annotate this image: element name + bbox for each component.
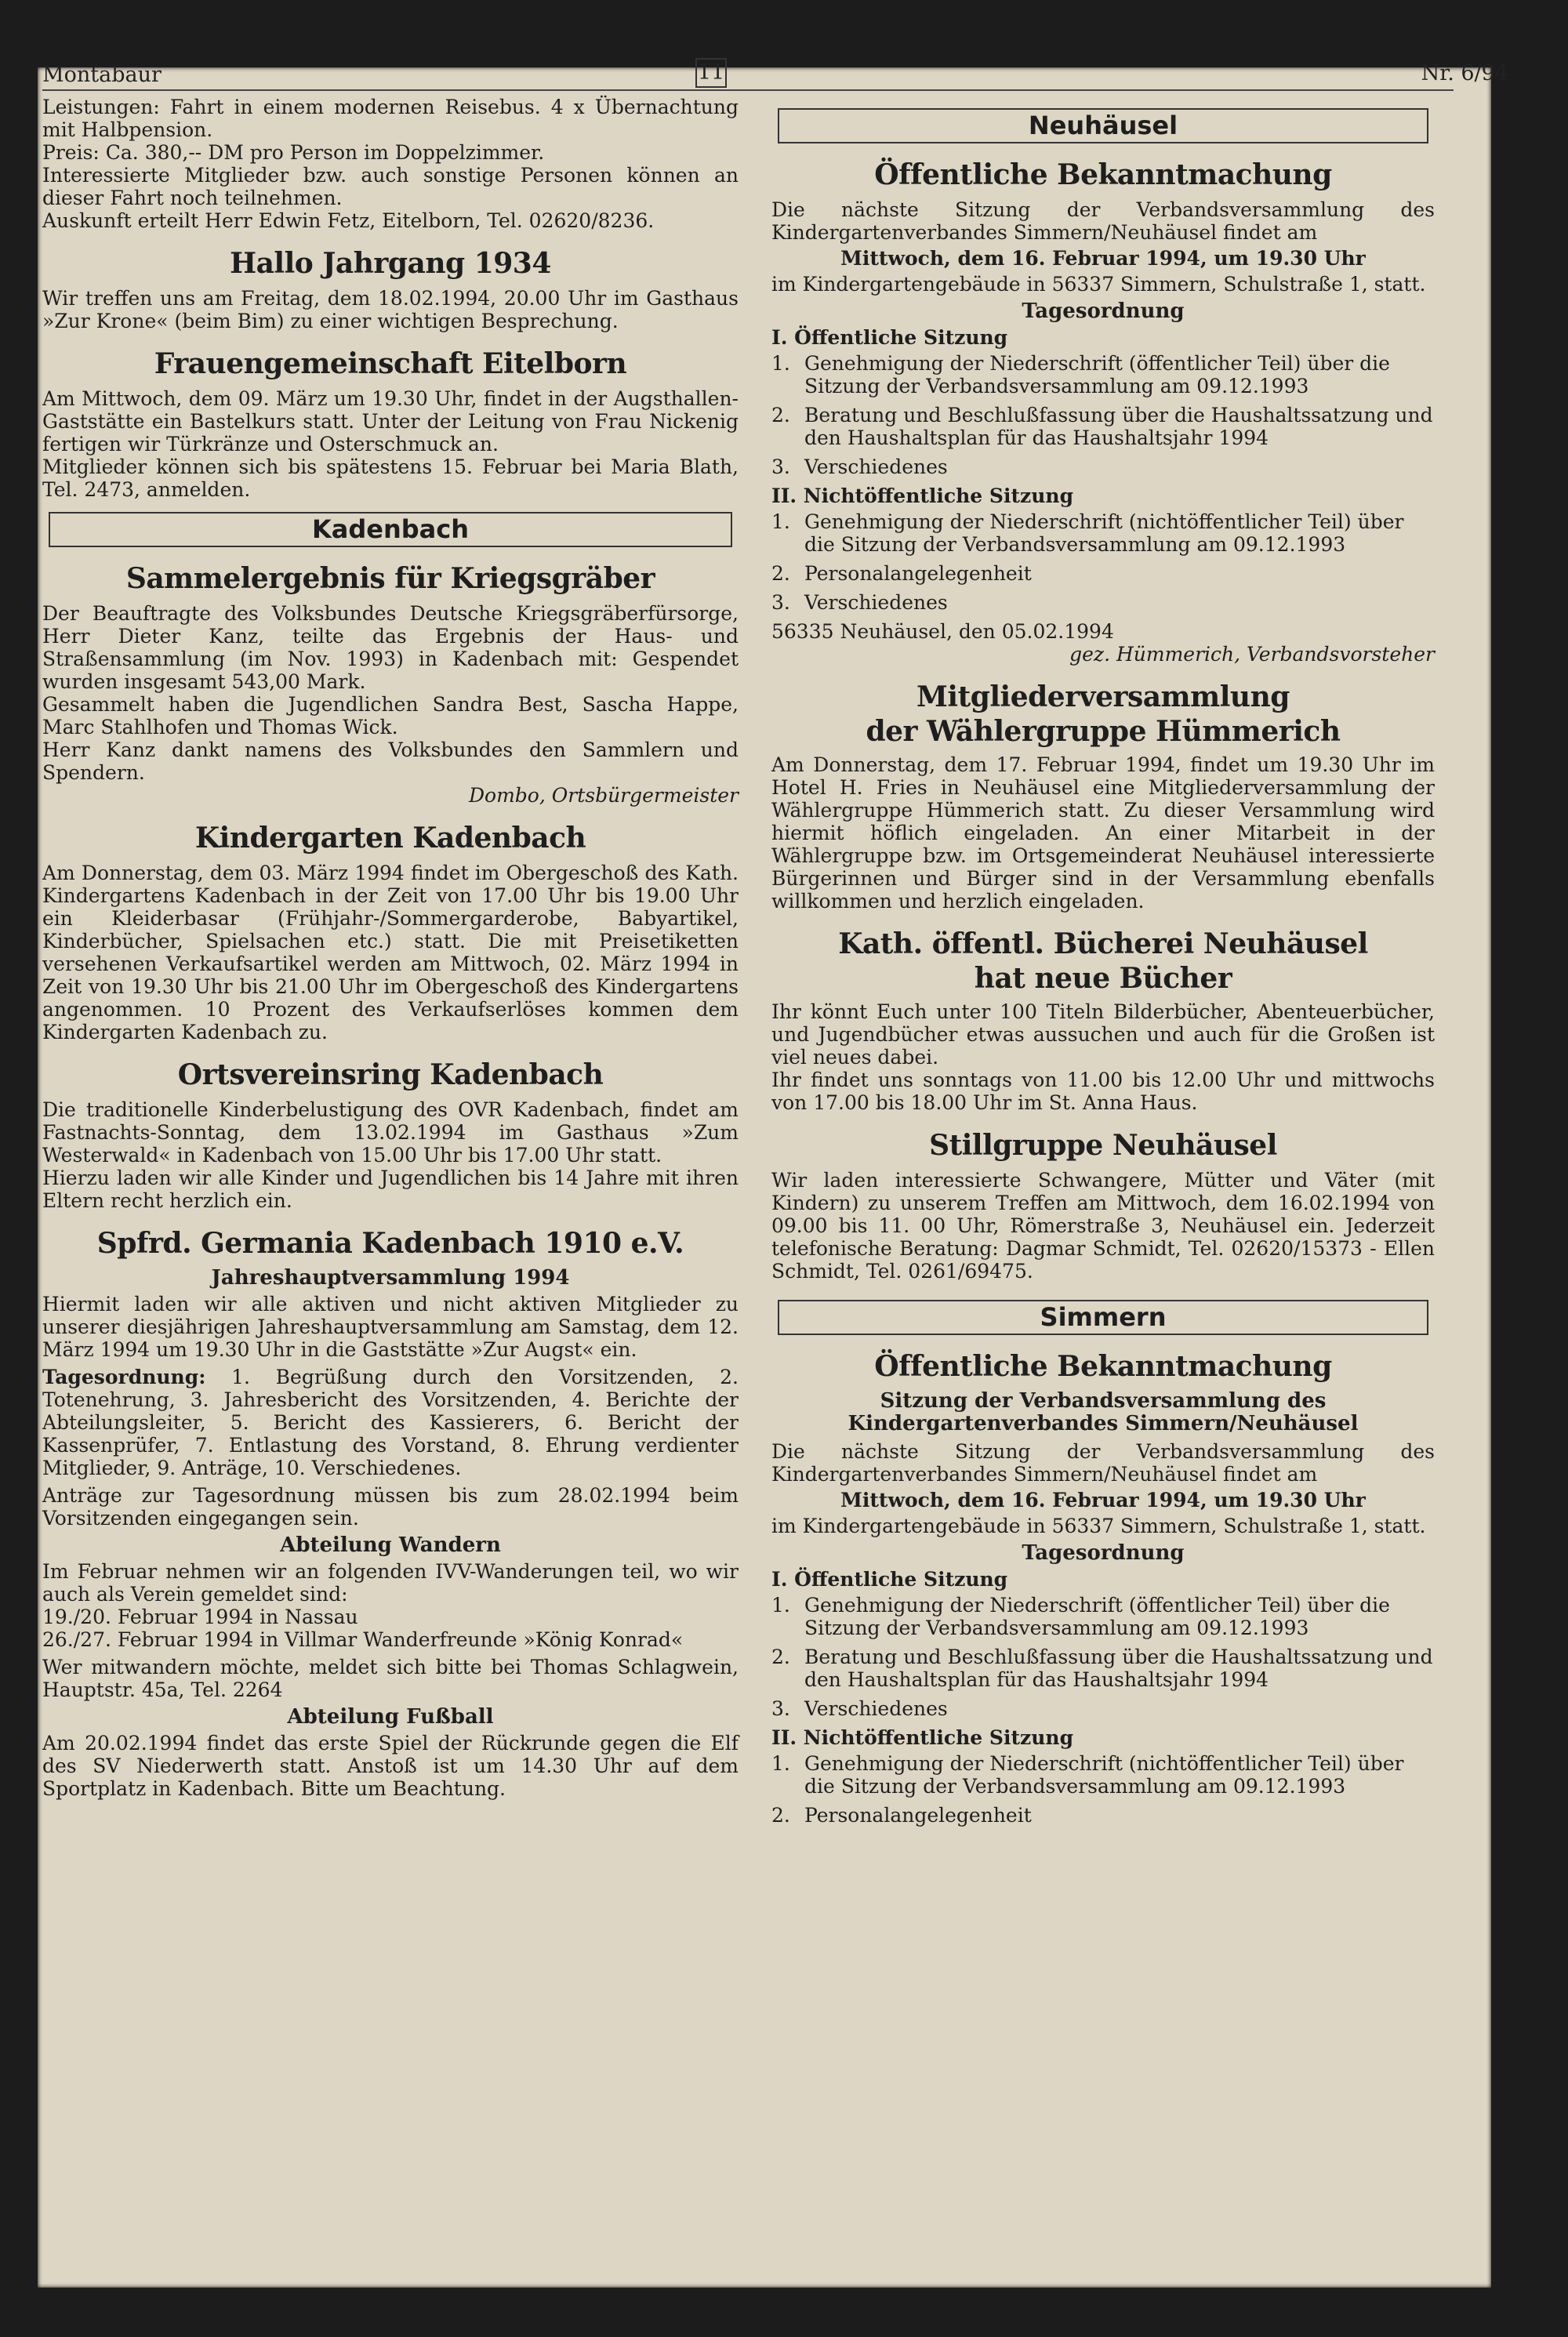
item-text: Genehmigung der Niederschrift (öffentlicher Teil) über die Sitzung der Verbandsversammlung am 09.12.1993 — [804, 352, 1390, 397]
item-number: 1. — [771, 1594, 790, 1617]
bek1-public-title: I. Öffentliche Sitzung — [771, 326, 1008, 349]
item-text: Genehmigung der Niederschrift (nichtöffentlicher Teil) über die Sitzung der Verbandsversammlung am 09.12.1993 — [804, 510, 1404, 556]
intro-text: Interessierte Mitglieder bzw. auch sonstige Personen können an dieser Fahrt noch teilnehmen. — [42, 164, 739, 209]
mv-text: Am Donnerstag, dem 17. Februar 1994, findet um 19.30 Uhr im Hotel H. Fries in Neuhäusel eine Mitgliederversammlung der Wählergruppe Hümmerich statt. Zu dieser Versammlung wird hiermit höflich eingeladen. An einer Mitarbeit in der Wählergruppe bzw. im Ortsgemeinderat Neuhäusel interessierte Bürgerinnen und Bürger sind in der Versammlung ebenfalls willkommen und herzlich eingeladen. — [771, 753, 1435, 913]
item-number: 3. — [771, 1697, 790, 1720]
sub-line: Kindergartenverbandes Simmern/Neuhäusel — [848, 1412, 1359, 1435]
heading-kindergarten: Kindergarten Kadenbach — [194, 822, 586, 855]
bek1-text: Die nächste Sitzung der Verbandsversammlung des Kindergartenverbandes Simmern/Neuhäusel findet am — [771, 198, 1435, 244]
item-number: 2. — [771, 1804, 790, 1827]
item-number: 3. — [771, 455, 790, 478]
item-number: 1. — [771, 352, 790, 375]
wandern-text: Wer mitwandern möchte, meldet sich bitte bei Thomas Schlagwein, Hauptstr. 45a, Tel. 2264 — [42, 1656, 739, 1701]
fussball-text: Am 20.02.1994 findet das erste Spiel der Rückrunde gegen die Elf des SV Niederwerth statt. Anstoß ist um 14.30 Uhr auf dem Sportplatz in Kadenbach. Bitte um Beachtung. — [42, 1732, 739, 1800]
bek2-agenda-heading: Tagesordnung — [1022, 1541, 1185, 1565]
item-text: Beratung und Beschlußfassung über die Haushaltssatzung und den Haushaltsplan für das Haushaltsjahr 1994 — [804, 404, 1433, 449]
item-text: Genehmigung der Niederschrift (nichtöffentlicher Teil) über die Sitzung der Verbandsversammlung am 09.12.1993 — [804, 1752, 1404, 1798]
item-number: 1. — [771, 1752, 790, 1775]
heading-stillgruppe: Stillgruppe Neuhäusel — [929, 1129, 1277, 1162]
sp-text: Anträge zur Tagesordnung müssen bis zum 28.02.1994 beim Vorsitzenden eingegangen sein. — [42, 1484, 739, 1530]
bek2-text: Die nächste Sitzung der Verbandsversammlung des Kindergartenverbandes Simmern/Neuhäusel findet am — [771, 1440, 1435, 1486]
heading-ortsvereinsring: Ortsvereinsring Kadenbach — [177, 1058, 604, 1091]
bek2-place: im Kindergartengebäude in 56337 Simmern, Schulstraße 1, statt. — [771, 1515, 1426, 1537]
section-box-simmern: Simmern — [778, 1300, 1428, 1335]
kinder-text: Am Donnerstag, dem 03. März 1994 findet im Obergeschoß des Kath. Kindergartens Kadenbach in der Zeit von 17.00 Uhr bis 19.00 Uhr ein Kleiderbasar (Frühjahr-/Sommergarderobe, Babyartikel, Kinderbücher, Spielsachen etc.) statt. Die mit Preisetiketten versehenen Verkaufsartikel werden am Mittwoch, 02. März 1994 in Zeit von 19.30 Uhr bis 21.00 Uhr im Obergeschoß des Kindergartens angenommen. 10 Prozent des Verkaufserlöses kommen dem Kindergarten Kadenbach zu. — [42, 862, 739, 1043]
frauen-text: Am Mittwoch, dem 09. März um 19.30 Uhr, findet in der Augsthallen-Gaststätte ein Bastelkurs statt. Unter der Leitung von Frau Nickenig fertigen wir Türkränze und Osterschmuck an. — [42, 387, 739, 455]
samm-text: Gesammelt haben die Jugendlichen Sandra Best, Sascha Happe, Marc Stahlhofen und Thomas Wick. — [42, 693, 739, 738]
heading-bekanntmachung-2: Öffentliche Bekanntmachung — [874, 1350, 1332, 1383]
hallo-text: Wir treffen uns am Freitag, dem 18.02.1994, 20.00 Uhr im Gasthaus »Zur Krone« (beim Bim) zu einer wichtigen Besprechung. — [42, 287, 739, 332]
bek1-nonpublic-title: II. Nichtöffentliche Sitzung — [771, 484, 1074, 507]
item-text: Personalangelegenheit — [804, 562, 1032, 585]
bek2-subheading — [771, 1390, 1435, 1435]
header-rule — [42, 89, 1454, 91]
orts-text: Die traditionelle Kinderbelustigung des OVR Kadenbach, findet am Fastnachts-Sonntag, dem 13.02.1994 im Gasthaus »Zum Westerwald« in Kadenbach von 15.00 Uhr bis 17.00 Uhr statt. — [42, 1098, 739, 1167]
bek2-date: Mittwoch, dem 16. Februar 1994, um 19.30 Uhr — [840, 1489, 1366, 1511]
wandern-line: 26./27. Februar 1994 in Villmar Wanderfreunde »König Konrad« — [42, 1628, 684, 1651]
item-text: Verschiedenes — [804, 1697, 948, 1720]
section-box-kadenbach: Kadenbach — [49, 512, 732, 547]
frauen-text: Mitglieder können sich bis spätestens 15. Februar bei Maria Blath, Tel. 2473, anmelden. — [42, 455, 739, 501]
bue-text: Ihr könnt Euch unter 100 Titeln Bilderbücher, Abenteuerbücher, und Jugendbücher etwas aussuchen und auch für die Großen ist viel neues dabei. — [771, 1000, 1435, 1069]
bek1-date: Mittwoch, dem 16. Februar 1994, um 19.30 Uhr — [840, 247, 1366, 270]
heading-sammelergebnis: Sammelergebnis für Kriegsgräber — [125, 562, 655, 595]
item-number: 3. — [771, 591, 790, 614]
issue-number: Nr. 6/94 — [1421, 61, 1508, 85]
intro-text: Auskunft erteilt Herr Edwin Fetz, Eitelborn, Tel. 02620/8236. — [42, 209, 655, 232]
agenda-item — [771, 455, 1435, 478]
heading-hallo-jahrgang: Hallo Jahrgang 1934 — [230, 247, 551, 280]
left-column — [42, 96, 739, 1805]
intro-text: Preis: Ca. 380,-- DM pro Person im Doppelzimmer. — [42, 141, 545, 164]
orts-text: Hierzu laden wir alle Kinder und Jugendlichen bis 14 Jahre mit ihren Eltern recht herzlich ein. — [42, 1167, 739, 1212]
heading-bekanntmachung-1: Öffentliche Bekanntmachung — [874, 158, 1332, 191]
bek1-agenda-heading: Tagesordnung — [1022, 299, 1185, 323]
agenda-item — [771, 1646, 1435, 1691]
bue-text: Ihr findet uns sonntags von 11.00 bis 12.00 Uhr und mittwochs von 17.00 bis 18.00 Uhr im St. Anna Haus. — [771, 1069, 1435, 1114]
agenda-item — [771, 1804, 1435, 1827]
sp-text: Hiermit laden wir alle aktiven und nicht aktiven Mitglieder zu unserer diesjährigen Jahreshauptversammlung am Samstag, dem 12. März 1994 um 19.30 Uhr in die Gaststätte »Zur Augst« ein. — [42, 1293, 739, 1361]
agenda-label: Tagesordnung: — [42, 1366, 206, 1388]
page-number: 11 — [695, 58, 727, 88]
item-text: Verschiedenes — [804, 591, 948, 614]
item-number: 2. — [771, 562, 790, 585]
agenda-item — [771, 404, 1435, 449]
still-text: Wir laden interessierte Schwangere, Mütter und Väter (mit Kindern) zu unserem Treffen am Mittwoch, dem 16.02.1994 von 09.00 bis 11. 00 Uhr, Römerstraße 3, Neuhäusel ein. Jederzeit telefonische Beratung: Dagmar Schmidt, Tel. 02620/15373 - Ellen Schmidt, Tel. 0261/69475. — [771, 1169, 1435, 1283]
header-town: Montabaur — [42, 63, 162, 87]
sub-line: Sitzung der Verbandsversammlung des — [880, 1389, 1327, 1413]
sub-jahreshauptversammlung: Jahreshauptversammlung 1994 — [211, 1266, 570, 1290]
heading-buecherei — [771, 927, 1435, 996]
agenda-text: 1. Begrüßung durch den Vorsitzenden, 2. Totenehrung, 3. Jahresbericht des Vorsitzenden, 4. Berichte der Abteilungsleiter, 5. Bericht des Kassierers, 6. Bericht der Kassenprüfer, 7. Entlastung des Vorstand, 8. Ehrung verdienter Mitglieder, 9. Anträge, 10. Verschiedenes. — [42, 1366, 739, 1479]
heading-line: Mitgliederversammlung — [916, 680, 1290, 713]
samm-text: Herr Kanz dankt namens des Volksbundes den Sammlern und Spendern. — [42, 738, 739, 784]
item-text: Genehmigung der Niederschrift (öffentlicher Teil) über die Sitzung der Verbandsversammlung am 09.12.1993 — [804, 1594, 1390, 1639]
bek1-place: im Kindergartengebäude in 56337 Simmern, Schulstraße 1, statt. — [771, 273, 1426, 296]
agenda-item — [771, 562, 1435, 585]
agenda-item — [771, 1697, 1435, 1720]
item-number: 2. — [771, 404, 790, 426]
item-number: 2. — [771, 1646, 790, 1668]
item-text: Verschiedenes — [804, 455, 948, 478]
intro-text: Leistungen: Fahrt in einem modernen Reisebus. 4 x Übernachtung mit Halbpension. — [42, 96, 739, 141]
bek1-signature: gez. Hümmerich, Verbandsvorsteher — [1069, 643, 1435, 666]
section-box-neuhaeusel: Neuhäusel — [778, 108, 1428, 143]
heading-line: der Wählergruppe Hümmerich — [866, 715, 1341, 748]
heading-mitgliederversammlung — [771, 680, 1435, 749]
samm-text: Der Beauftragte des Volksbundes Deutsche Kriegsgräberfürsorge, Herr Dieter Kanz, teilte das Ergebnis der Haus- und Straßensammlung (im Nov. 1993) in Kadenbach mit: Gespendet wurden insgesamt 543,00 Mark. — [42, 602, 739, 693]
heading-frauengemeinschaft: Frauengemeinschaft Eitelborn — [154, 347, 627, 380]
heading-line: Kath. öffentl. Bücherei Neuhäusel — [838, 927, 1368, 960]
bek2-public-title: I. Öffentliche Sitzung — [771, 1568, 1008, 1591]
item-text: Personalangelegenheit — [804, 1804, 1032, 1827]
agenda-item — [771, 591, 1435, 614]
sub-fussball: Abteilung Fußball — [287, 1705, 494, 1729]
heading-line: hat neue Bücher — [974, 962, 1232, 995]
wandern-text: Im Februar nehmen wir an folgenden IVV-Wanderungen teil, wo wir auch als Verein gemeldet sind: — [42, 1560, 739, 1606]
item-number: 1. — [771, 510, 790, 533]
bek1-date-line: 56335 Neuhäusel, den 05.02.1994 — [771, 620, 1114, 643]
samm-signature: Dombo, Ortsbürgermeister — [469, 784, 739, 807]
sp-agenda — [42, 1366, 739, 1479]
right-column — [771, 108, 1435, 1833]
heading-sportfreunde: Spfrd. Germania Kadenbach 1910 e.V. — [96, 1227, 684, 1260]
agenda-item — [771, 1752, 1435, 1798]
sub-wandern: Abteilung Wandern — [280, 1533, 501, 1557]
bek2-nonpublic-title: II. Nichtöffentliche Sitzung — [771, 1726, 1074, 1749]
agenda-item — [771, 510, 1435, 556]
agenda-item — [771, 1594, 1435, 1639]
item-text: Beratung und Beschlußfassung über die Haushaltssatzung und den Haushaltsplan für das Haushaltsjahr 1994 — [804, 1646, 1433, 1691]
wandern-line: 19./20. Februar 1994 in Nassau — [42, 1606, 358, 1628]
agenda-item — [771, 352, 1435, 397]
